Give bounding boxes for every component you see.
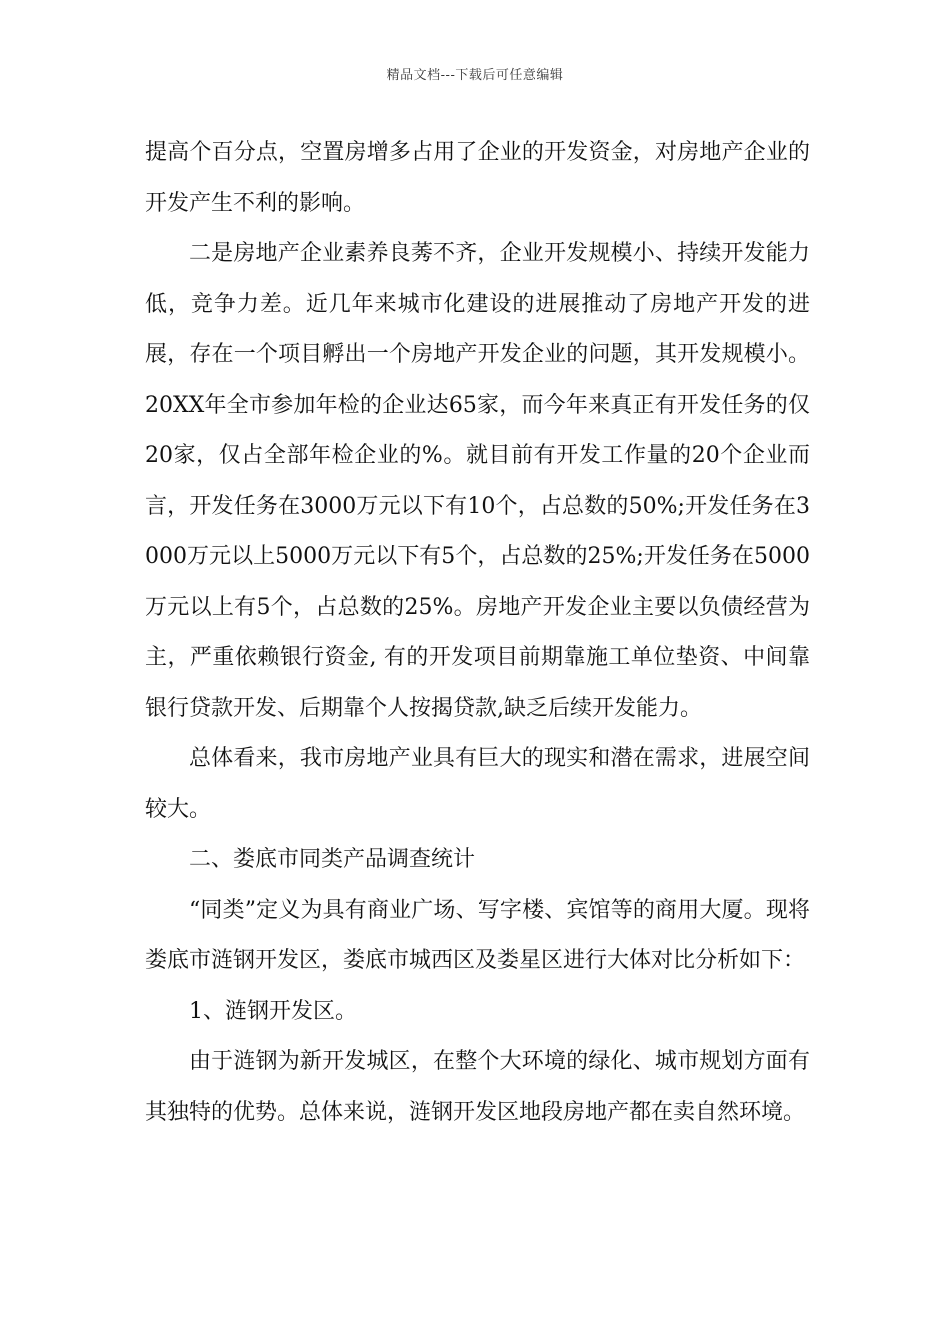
paragraph-7: 由于涟钢为新开发城区，在整个大环境的绿化、城市规划方面有其独特的优势。总体来说，涟钢开发区地段房地产都在卖自然环境。 <box>145 1049 810 1125</box>
paragraph-3: 总体看来，我市房地产业具有巨大的现实和潜在需求，进展空间较大。 <box>145 746 810 822</box>
section-heading: 二、娄底市同类产品调查统计 <box>189 847 476 872</box>
paragraph-2: 二是房地产企业素养良莠不齐，企业开发规模小、持续开发能力低，竞争力差。近几年来城市化建设的进展推动了房地产开发的进展，存在一个项目孵出一个房地产开发企业的问题，其开发规模小。20XX年全市参加年检的企业达65家，而今年来真正有开发任务的仅20家，仅占全部年检企业的%。就目前有开发工作量的20个企业而言，开发任务在3000万元以下有10个，占总数的50%;开发任务在3000万元以上5000万元以下有5个，占总数的25%;开发任务在5000万元以上有5个，占总数的25%。房地产开发企业主要以负债经营为主，严重依赖银行资金, 有的开发项目前期靠施工单位垫资、中间靠银行贷款开发、后期靠个人按揭贷款,缺乏后续开发能力。 <box>145 241 810 721</box>
subsection-heading: 1、涟钢开发区。 <box>189 998 357 1024</box>
page-header: 精品文档---下载后可任意编辑 <box>386 68 564 83</box>
paragraph-5: “同类”定义为具有商业广场、写字楼、宾馆等的商用大厦。现将娄底市涟钢开发区，娄底市城西区及娄星区进行大体对比分析如下： <box>145 897 810 973</box>
paragraph-1: 提高个百分点，空置房增多占用了企业的开发资金，对房地产企业的开发产生不利的影响。 <box>145 140 810 216</box>
document-body <box>145 128 810 1138</box>
